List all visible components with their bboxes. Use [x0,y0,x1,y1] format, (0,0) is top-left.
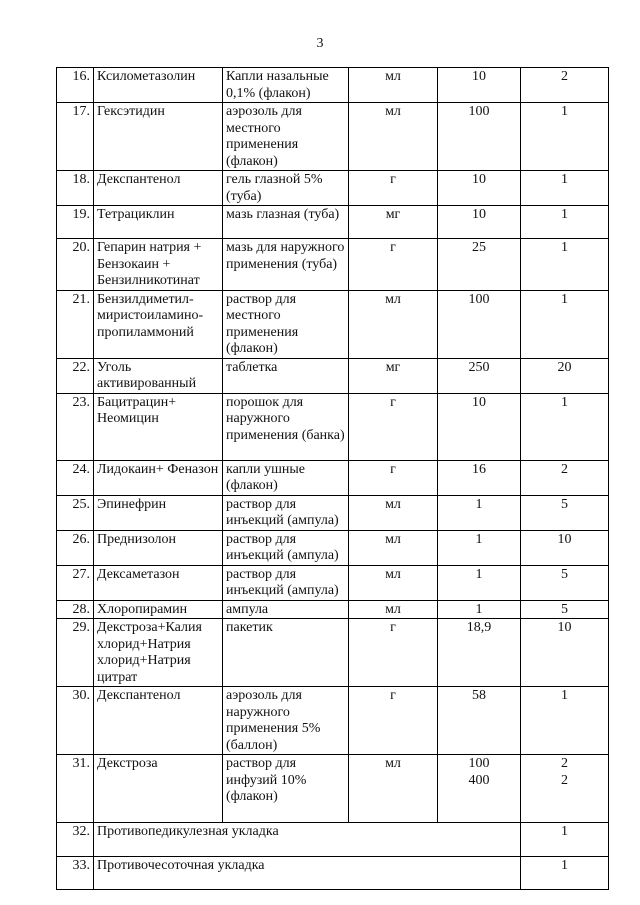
table-row [57,206,609,239]
quantity-value: 2 [561,69,568,84]
table-row [57,600,609,619]
quantity-value: 1 [561,104,568,119]
dosage-form: гель глазной 5% (туба) [223,171,349,206]
table-row [57,239,609,291]
amount-value: 100 [468,756,490,771]
table-body [57,68,609,890]
table-row [57,393,609,460]
table-row [57,460,609,495]
quantity-value: 1 [561,240,568,255]
dosage-form: мазь глазная (туба) [223,206,349,239]
row-number: 26. [57,530,94,565]
drug-name: Дексаметазон [94,565,223,600]
amount [438,290,521,358]
dosage-form: Капли назальные 0,1% (флакон) [223,68,349,103]
row-number: 18. [57,171,94,206]
amount [438,687,521,755]
quantity: 1 [521,823,609,857]
drug-name: Декстроза+Калия хлорид+Натрия хлорид+Натрия цитрат [94,619,223,687]
quantity [521,530,609,565]
row-number: 28. [57,600,94,619]
quantity-value: 2 [561,756,568,771]
unit: г [349,687,438,755]
quantity [521,358,609,393]
row-number: 29. [57,619,94,687]
amount-value: 1 [475,601,483,617]
quantity-value: 5 [561,496,568,512]
medication-table [56,67,609,890]
row-number: 19. [57,206,94,239]
quantity-value: 1 [561,291,568,307]
quantity-value: 20 [557,359,572,375]
quantity [521,103,609,171]
quantity: 1 [521,857,609,890]
drug-name: Гепарин натрия + Бензокаин + Бензилникотинат [94,239,223,291]
dosage-form: аэрозоль для местного применения (флакон) [223,103,349,171]
quantity [521,495,609,530]
unit: мл [349,495,438,530]
amount-value: 58 [472,688,486,703]
quantity [521,290,609,358]
table-row [57,103,609,171]
amount [438,600,521,619]
amount [438,393,521,460]
drug-name: Хлоропирамин [94,600,223,619]
drug-name: Лидокаин+ Феназон [94,460,223,495]
quantity-value: 10 [557,531,572,547]
dosage-form: капли ушные (флакон) [223,460,349,495]
row-number: 32. [57,823,94,857]
unit: мл [349,530,438,565]
drug-name: Бензилдиметил-миристоиламино-пропиламмоний [94,290,223,358]
amount-value: 250 [468,359,490,375]
table-row [57,171,609,206]
amount [438,358,521,393]
quantity-value: 5 [561,601,568,617]
drug-name: Уголь активированный [94,358,223,393]
row-number: 20. [57,239,94,291]
amount [438,171,521,206]
table-row [57,530,609,565]
amount-value: 18,9 [466,620,492,635]
row-number: 22. [57,358,94,393]
row-number: 21. [57,290,94,358]
table-row [57,290,609,358]
quantity-value: 1 [561,207,568,222]
amount-value: 10 [472,69,486,84]
quantity [521,393,609,460]
row-number: 16. [57,68,94,103]
unit: мл [349,755,438,823]
dosage-form: пакетик [223,619,349,687]
amount [438,530,521,565]
row-number: 31. [57,755,94,823]
amount-value: 16 [472,461,486,477]
quantity [521,687,609,755]
quantity-value: 2 [561,461,568,477]
unit: мг [349,358,438,393]
dosage-form: порошок для наружного применения (банка) [223,393,349,460]
kit-name: Противочесоточная укладка [94,857,521,890]
quantity [521,565,609,600]
unit: мл [349,565,438,600]
quantity-value: 1 [561,172,568,187]
drug-name: Эпинефрин [94,495,223,530]
dosage-form: раствор для инфузий 10% (флакон) [223,755,349,823]
drug-name: Гексэтидин [94,103,223,171]
amount [438,68,521,103]
drug-name: Декспантенол [94,687,223,755]
drug-name: Ксилометазолин [94,68,223,103]
row-number: 30. [57,687,94,755]
quantity [521,239,609,291]
quantity-value: 5 [561,566,568,582]
amount [438,619,521,687]
amount [438,565,521,600]
amount-value: 10 [472,207,486,222]
kit-row [57,823,609,857]
amount-value: 1 [475,566,483,582]
unit: мл [349,290,438,358]
quantity [521,600,609,619]
quantity-value: 2 [561,772,568,788]
unit: г [349,460,438,495]
table-row [57,68,609,103]
unit: мл [349,103,438,171]
amount-value: 400 [468,772,490,788]
drug-name: Тетрациклин [94,206,223,239]
table-row [57,565,609,600]
table-row [57,619,609,687]
amount-value: 100 [468,104,490,119]
amount [438,755,521,823]
unit: мг [349,206,438,239]
quantity [521,755,609,823]
amount [438,495,521,530]
amount-value: 100 [468,291,490,307]
table-row [57,687,609,755]
dosage-form: аэрозоль для наружного применения 5% (баллон) [223,687,349,755]
unit: г [349,619,438,687]
dosage-form: таблетка [223,358,349,393]
amount-value: 1 [475,531,483,547]
quantity-value: 1 [561,688,568,703]
row-number: 25. [57,495,94,530]
unit: мл [349,68,438,103]
dosage-form: раствор для инъекций (ампула) [223,530,349,565]
dosage-form: мазь для наружного применения (туба) [223,239,349,291]
quantity [521,68,609,103]
drug-name: Декспантенол [94,171,223,206]
quantity [521,171,609,206]
drug-name: Декстроза [94,755,223,823]
quantity-value: 1 [561,394,568,410]
unit: г [349,171,438,206]
row-number: 27. [57,565,94,600]
dosage-form: раствор для инъекций (ампула) [223,565,349,600]
table-row [57,755,609,823]
dosage-form: раствор для местного применения (флакон) [223,290,349,358]
unit: г [349,239,438,291]
kit-row [57,857,609,890]
dosage-form: раствор для инъекций (ампула) [223,495,349,530]
amount-value: 10 [472,172,486,187]
row-number: 24. [57,460,94,495]
amount-value: 25 [472,240,486,255]
row-number: 23. [57,393,94,460]
dosage-form: ампула [223,600,349,619]
amount [438,460,521,495]
table-row [57,358,609,393]
amount-value: 10 [472,394,486,410]
unit: мл [349,600,438,619]
amount [438,206,521,239]
quantity [521,619,609,687]
unit: г [349,393,438,460]
table-row [57,495,609,530]
quantity-value: 10 [557,620,572,635]
amount [438,103,521,171]
quantity [521,206,609,239]
drug-name: Преднизолон [94,530,223,565]
row-number: 33. [57,857,94,890]
quantity [521,460,609,495]
drug-name: Бацитрацин+ Неомицин [94,393,223,460]
kit-name: Противопедикулезная укладка [94,823,521,857]
row-number: 17. [57,103,94,171]
amount [438,239,521,291]
page-number: 3 [316,36,324,51]
amount-value: 1 [475,496,483,512]
